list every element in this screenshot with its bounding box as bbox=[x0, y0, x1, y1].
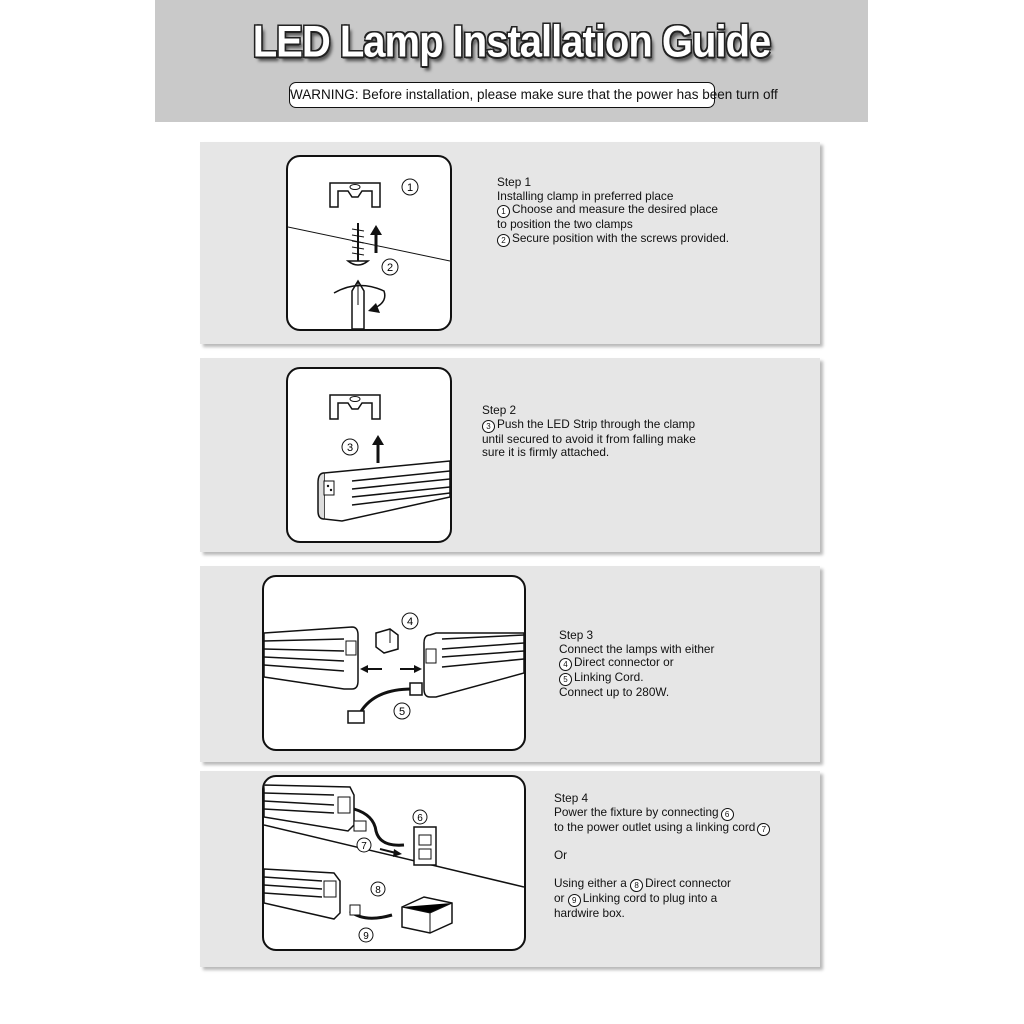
callout-1 bbox=[402, 179, 418, 195]
step-2-line: sure it is firmly attached. bbox=[482, 445, 610, 460]
callout-3 bbox=[342, 439, 358, 455]
svg-text:6: 6 bbox=[417, 813, 423, 824]
callout-7 bbox=[357, 838, 371, 852]
step-4-line bbox=[554, 863, 772, 877]
number-4-icon: 4 bbox=[559, 658, 572, 671]
number-6-icon: 6 bbox=[721, 808, 734, 821]
callout-6 bbox=[413, 810, 427, 824]
step-3-panel bbox=[200, 566, 820, 762]
step-1-title: Step 1 bbox=[497, 175, 532, 189]
step-2-panel bbox=[200, 358, 820, 552]
svg-text:5: 5 bbox=[398, 706, 406, 718]
svg-text:4: 4 bbox=[406, 616, 414, 628]
step-2-line: until secured to avoid it from falling make bbox=[482, 431, 696, 446]
callout-4 bbox=[402, 613, 418, 629]
number-8-icon: 8 bbox=[630, 879, 643, 892]
svg-text:7: 7 bbox=[361, 841, 367, 852]
step-3-line: 5 Linking Cord. bbox=[559, 671, 714, 686]
step-3-line: Connect the lamps with either bbox=[559, 641, 715, 656]
step-4-line: hardwire box. bbox=[554, 905, 625, 920]
step-1-illustration bbox=[286, 155, 452, 331]
step-1-line: Installing clamp in preferred place bbox=[497, 188, 674, 203]
step-3-illustration bbox=[262, 575, 526, 751]
step-4-illustration bbox=[262, 775, 526, 951]
svg-text:2: 2 bbox=[386, 262, 394, 274]
step-1-line: 1 Choose and measure the desired place bbox=[497, 203, 729, 218]
number-7-icon: 7 bbox=[757, 823, 770, 836]
svg-text:3: 3 bbox=[346, 442, 354, 454]
number-1-icon: 1 bbox=[497, 205, 510, 218]
step-4-title: Step 4 bbox=[554, 791, 589, 805]
step-4-line: Or bbox=[554, 848, 568, 863]
warning-box: WARNING: Before installation, please make sure that the power has been turn off bbox=[289, 82, 715, 108]
step-1-line: to position the two clamps bbox=[497, 217, 633, 232]
step-4-text bbox=[554, 792, 772, 920]
svg-text:9: 9 bbox=[363, 931, 369, 942]
page-title: LED Lamp Installation Guide bbox=[252, 17, 771, 67]
callout-9 bbox=[359, 928, 373, 942]
callout-5 bbox=[394, 703, 410, 719]
header-banner bbox=[155, 0, 868, 122]
step-2-illustration bbox=[286, 367, 452, 543]
svg-text:1: 1 bbox=[406, 182, 414, 194]
step-4-line bbox=[554, 836, 772, 850]
number-3-icon: 3 bbox=[482, 420, 495, 433]
step-2-title: Step 2 bbox=[482, 403, 517, 417]
step-1-line: 2 Secure position with the screws provided. bbox=[497, 232, 729, 247]
step-3-line: Connect up to 280W. bbox=[559, 685, 670, 700]
step-3-title: Step 3 bbox=[559, 628, 594, 642]
step-3-text bbox=[559, 629, 714, 700]
step-4-line: to the power outlet using a linking cord 7 bbox=[554, 821, 772, 836]
step-1-text bbox=[497, 176, 729, 247]
number-2-icon: 2 bbox=[497, 234, 510, 247]
svg-text:8: 8 bbox=[375, 885, 381, 896]
number-9-icon: 9 bbox=[568, 894, 581, 907]
step-2-text bbox=[482, 404, 696, 460]
step-4-panel bbox=[200, 771, 820, 967]
step-4-line: or 9 Linking cord to plug into a bbox=[554, 890, 718, 905]
step-4-line: Power the fixture by connecting 6 bbox=[554, 806, 772, 821]
step-4-line: Using either a 8 Direct connector bbox=[554, 875, 731, 890]
callout-2 bbox=[382, 259, 398, 275]
step-1-panel bbox=[200, 142, 820, 344]
step-2-line: 3 Push the LED Strip through the clamp bbox=[482, 418, 696, 433]
number-5-icon: 5 bbox=[559, 673, 572, 686]
callout-8 bbox=[371, 882, 385, 896]
step-3-line: 4 Direct connector or bbox=[559, 656, 714, 671]
